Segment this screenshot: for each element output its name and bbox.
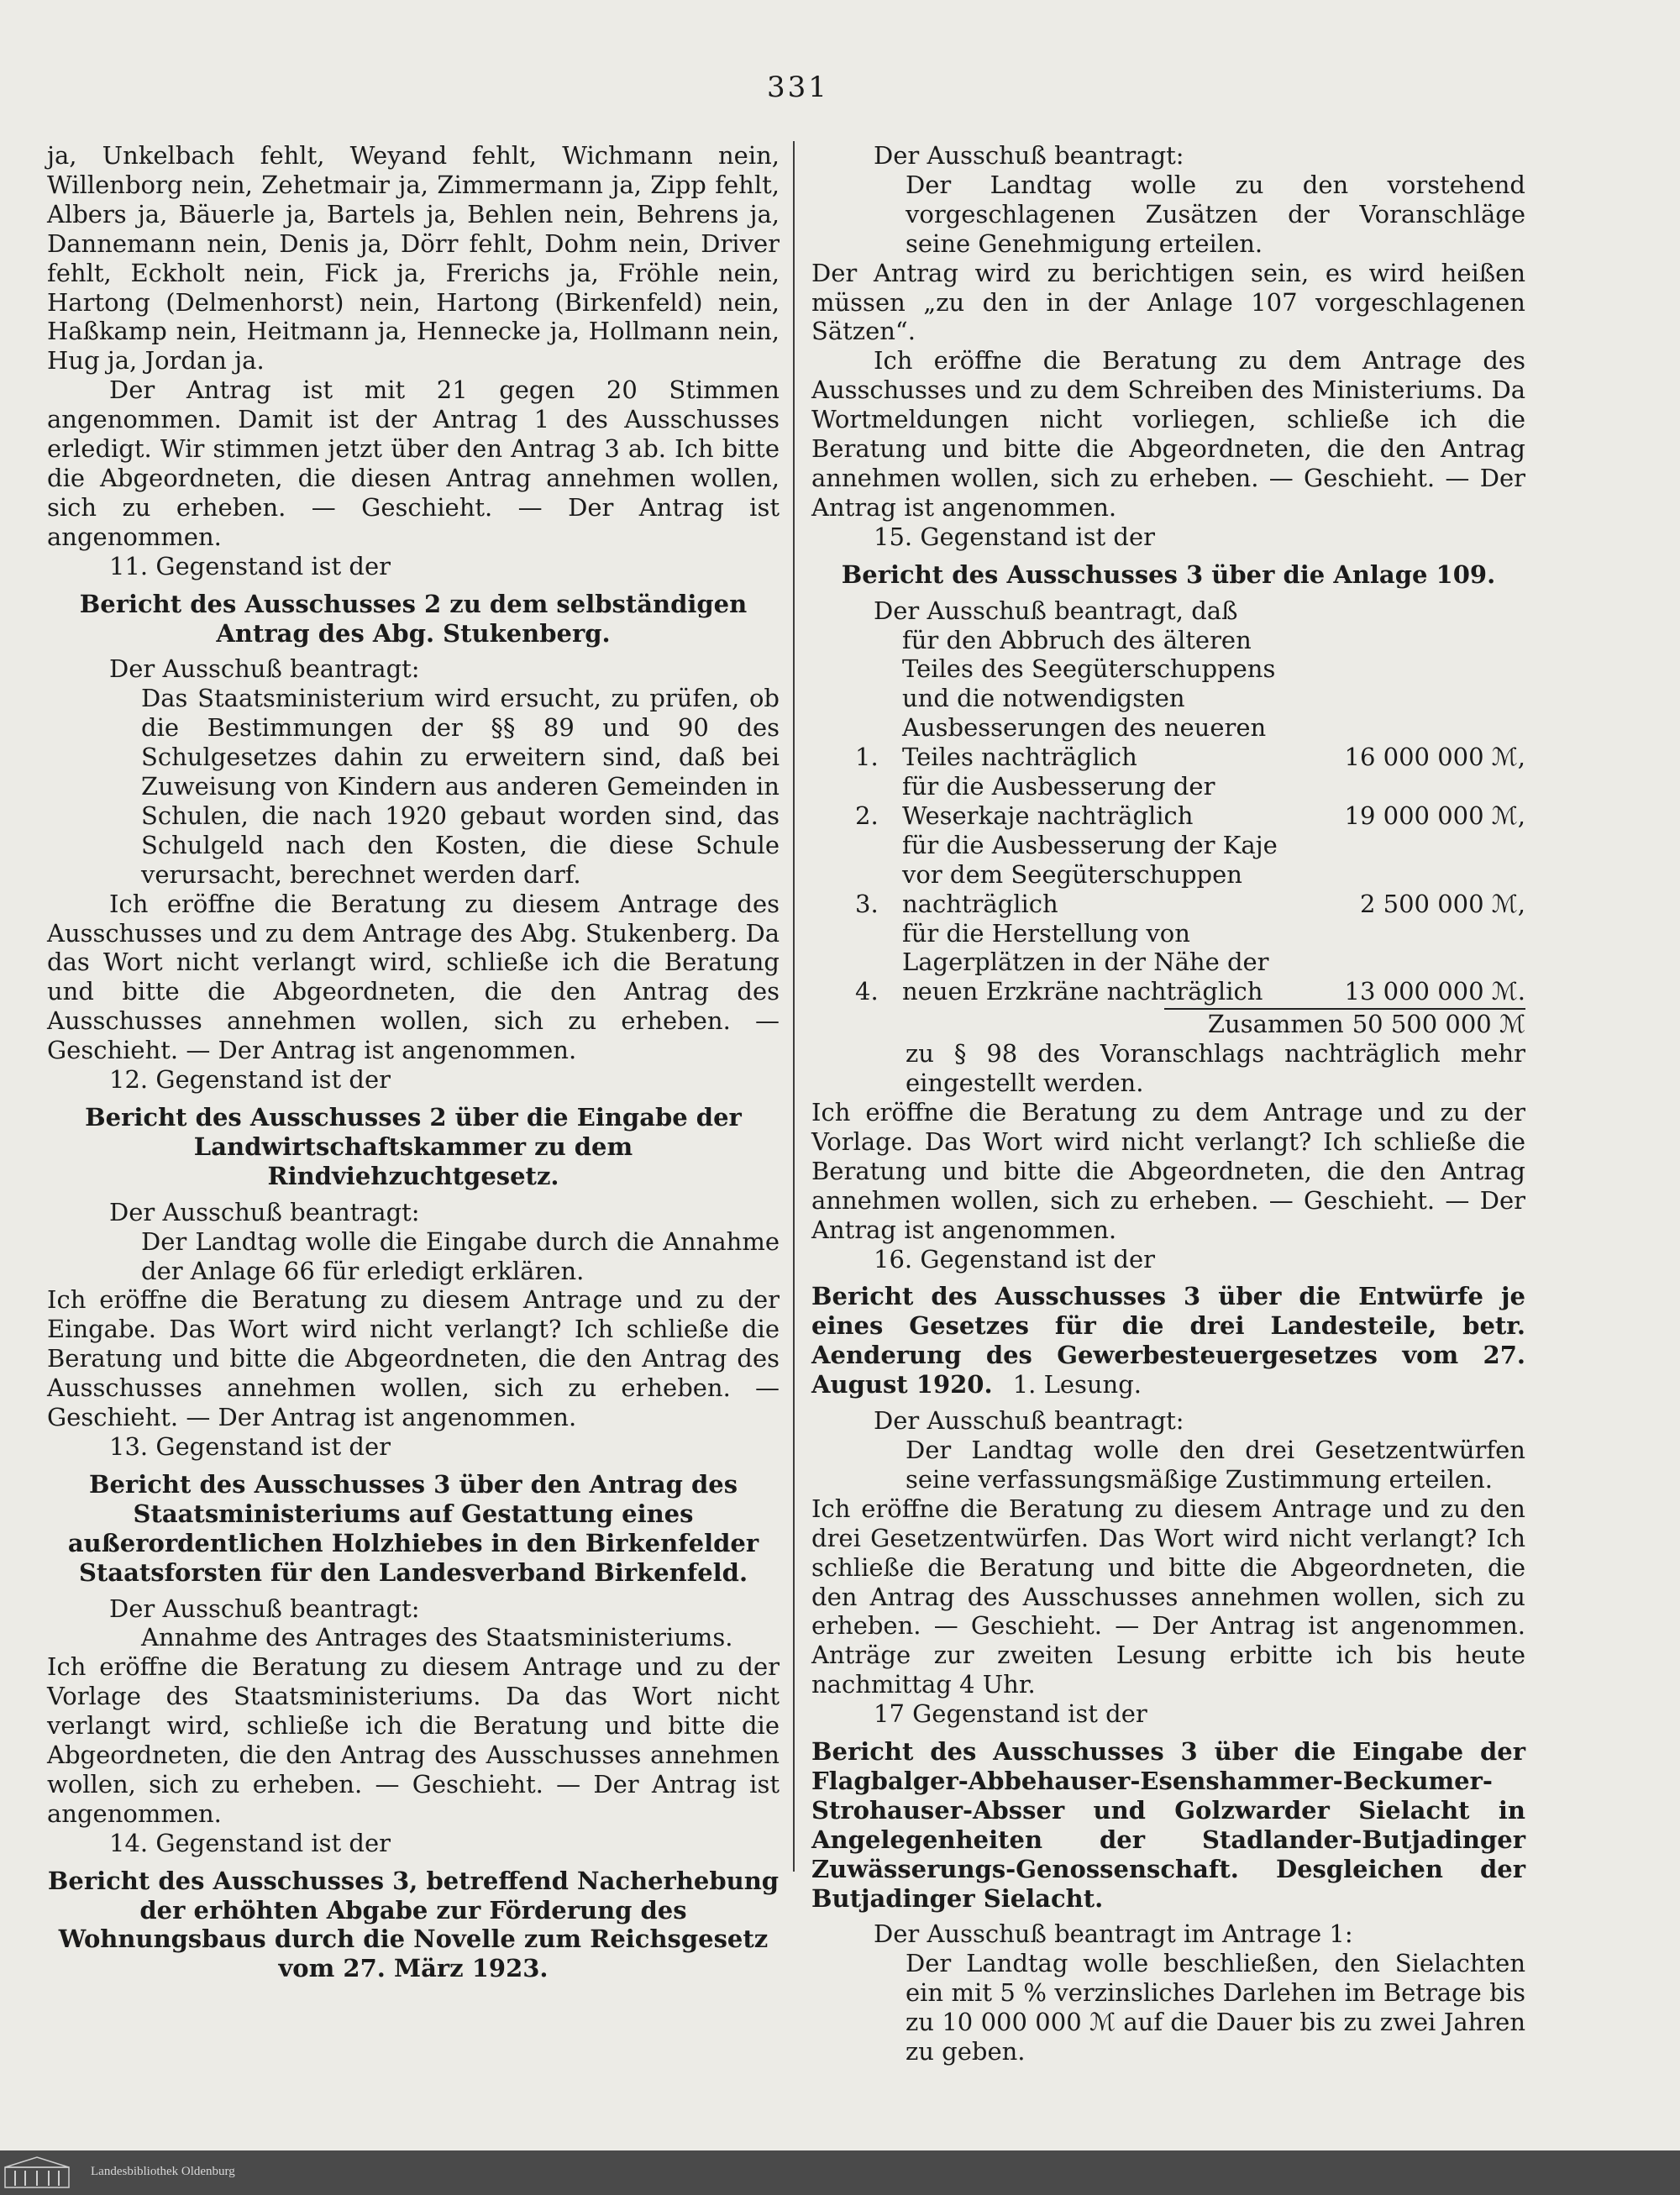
- paragraph: Ich eröffne die Beratung zu dem Antrage und zu der Vorlage. Das Wort wird nicht verlangt? Ich schließe die Beratung und bitte die Abgeordneten, die den Antrag annehmen wollen, sich zu erheben. — Geschieht. — Der Antrag ist angenommen.: [811, 1098, 1525, 1244]
- paragraph: ja, Unkelbach fehlt, Weyand fehlt, Wichmann nein, Willenborg nein, Zehetmair ja, Zimmermann ja, Zipp fehlt, Albers ja, Bäuerle ja, Bartels ja, Behlen nein, Behrens ja, Dannemann nein, Denis ja, Dörr fehlt, Dohm nein, Driver fehlt, Eckholt nein, Fick ja, Frerichs ja, Fröhle nein, Hartong (Delmenhorst) nein, Hartong (Birkenfeld) nein, Haßkamp nein, Heitmann ja, Hennecke ja, Hollmann nein, Hug ja, Jordan ja.: [47, 141, 780, 375]
- item-heading: Bericht des Ausschusses 3 über den Antrag des Staatsministeriums auf Gestattung eines außerordentlichen Holzhiebes in den Birkenfelder Staatsforsten für den Landesverband Birkenfeld.: [67, 1469, 759, 1587]
- proposal-label: Der Ausschuß beantragt:: [109, 654, 420, 684]
- proposal-label: Der Ausschuß beantragt:: [874, 1406, 1184, 1436]
- item-intro: 11. Gegenstand ist der: [109, 551, 391, 580]
- expense-item: [811, 626, 1525, 773]
- motion-text: Der Landtag wolle die Eingabe durch die Annahme der Anlage 66 für erledigt erklären.: [141, 1226, 780, 1285]
- expense-text: für die Herstellung von Lagerplätzen in der Nähe der neuen Erzkräne nachträglich: [902, 918, 1269, 1006]
- item-heading: Bericht des Ausschusses 3 über die Anlage 109.: [841, 559, 1496, 589]
- item-intro: 16. Gegenstand ist der: [874, 1244, 1155, 1273]
- item-intro: 15. Gegenstand ist der: [874, 522, 1155, 551]
- paragraph: Ich eröffne die Beratung zu diesem Antrage und zu den drei Gesetzentwürfen. Das Wort wird nicht verlangt? Ich schließe die Beratung und bitte die Abgeordneten, die den Antrag des Ausschusses annehmen wollen, sich zu erheben. — Geschieht. — Der Antrag ist angenommen. Anträge zur zweiten Lesung erbitte ich bis heute nachmittag 4 Uhr.: [811, 1494, 1525, 1699]
- expense-text: für die Ausbesserung der Weserkaje nachträglich: [902, 772, 1215, 830]
- library-building-icon: [3, 2156, 71, 2189]
- page-number: 331: [767, 71, 829, 104]
- motion-text: Das Staatsministerium wird ersucht, zu prüfen, ob die Bestimmungen der §§ 89 und 90 des Schulgesetzes dahin zu erweitern sind, daß bei Zuweisung von Kindern aus anderen Gemeinden in Schulen, die nach 1920 gebaut worden sind, das Schulgeld nach den Kosten, die diese Schule verursacht, berechnet werden darf.: [141, 684, 780, 889]
- total-amount: 50 500 000 ℳ: [1352, 1010, 1525, 1039]
- expense-number: 2.: [855, 801, 879, 830]
- expense-number: 1.: [855, 743, 879, 772]
- left-column: [47, 141, 780, 1990]
- right-column: [811, 141, 1525, 2066]
- reading-label: 1. Lesung.: [1012, 1370, 1142, 1399]
- motion-text: Der Landtag wolle beschließen, den Sielachten ein mit 5 % verzinsliches Darlehen im Betrage bis zu 10 000 000 ℳ auf die Dauer bis zu zwei Jahren zu geben.: [906, 1949, 1525, 2066]
- item-heading: Bericht des Ausschusses 2 über die Eingabe der Landwirtschaftskammer zu dem Rindviehzuchtgesetz.: [85, 1103, 742, 1190]
- proposal-label: Der Ausschuß beantragt im Antrage 1:: [874, 1919, 1353, 1949]
- expense-amount: 13 000 000 ℳ.: [1344, 977, 1525, 1006]
- expense-item: [811, 772, 1525, 831]
- paragraph: Ich eröffne die Beratung zu dem Antrage des Ausschusses und zu dem Schreiben des Ministeriums. Da Wortmeldungen nicht vorliegen, schließe ich die Beratung und bitte die Abgeordneten, die den Antrag annehmen wollen, sich zu erheben. — Geschieht. — Der Antrag ist angenommen.: [811, 346, 1525, 522]
- footer-bar: [0, 2150, 1680, 2195]
- paragraph: Ich eröffne die Beratung zu diesem Antrage und zu der Vorlage des Staatsministeriums. Da das Wort nicht verlangt wird, schließe ich die Beratung und bitte die Abgeordneten, die den Antrag des Ausschusses annehmen wollen, sich zu erheben. — Geschieht. — Der Antrag ist angenommen.: [47, 1652, 780, 1828]
- proposal-label: Der Ausschuß beantragt:: [874, 141, 1184, 170]
- item-heading-text: Bericht des Ausschusses 3 über die Entwürfe je eines Gesetzes für die drei Landesteile, betr. Aenderung des Gewerbesteuergesetzes vom 27. August 1920.: [811, 1282, 1525, 1399]
- proposal-label: Der Ausschuß beantragt:: [109, 1197, 420, 1226]
- item-intro: 14. Gegenstand ist der: [109, 1828, 391, 1857]
- expense-text: für den Abbruch des älteren Teiles des Seegüterschuppens und die notwendigsten Ausbesserungen des neueren Teiles nachträglich: [902, 625, 1276, 772]
- paragraph: Der Antrag wird zu berichtigen sein, es wird heißen müssen „zu den in der Anlage 107 vorgeschlagenen Sätzen“.: [811, 258, 1525, 346]
- column-divider: [793, 141, 795, 1872]
- item-heading: Bericht des Ausschusses 3, betreffend Nacherhebung der erhöhten Abgabe zur Förderung des Wohnungsbaus durch die Novelle zum Reichsgesetz vom 27. März 1923.: [47, 1866, 780, 1983]
- paragraph: Ich eröffne die Beratung zu diesem Antrage und zu der Eingabe. Das Wort wird nicht verlangt? Ich schließe die Beratung und bitte die Abgeordneten, die den Antrag des Ausschusses annehmen wollen, sich zu erheben. — Geschieht. — Der Antrag ist angenommen.: [47, 1285, 780, 1432]
- expense-number: 4.: [855, 977, 879, 1006]
- item-heading: Bericht des Ausschusses 2 zu dem selbständigen Antrag des Abg. Stukenberg.: [79, 589, 748, 648]
- expense-total: [1164, 1008, 1525, 1039]
- paragraph: zu § 98 des Voranschlags nachträglich mehr eingestellt werden.: [906, 1039, 1525, 1098]
- expense-amount: 2 500 000 ℳ,: [1359, 889, 1525, 918]
- expense-text: für die Ausbesserung der Kaje vor dem Seegüterschuppen nachträglich: [902, 830, 1278, 918]
- item-heading: Bericht des Ausschusses 3 über die Eingabe der Flagbalger-Abbehauser-Esenshammer-Beckumer-Strohauser-Absser und Golzwarder Sielacht in Angelegenheiten der Stadlander-Butjadinger Zuwässerungs-Genossenschaft. Desgleichen der Butjadinger Sielacht.: [811, 1737, 1525, 1913]
- expense-number: 3.: [855, 889, 879, 918]
- item-intro: 17 Gegenstand ist der: [874, 1699, 1147, 1729]
- paragraph: Ich eröffne die Beratung zu diesem Antrage des Ausschusses und zu dem Antrage des Abg. Stukenberg. Da das Wort nicht verlangt wird, schließe ich die Beratung und bitte die Abgeordneten, die den Antrag des Ausschusses annehmen wollen, sich zu erheben. — Geschieht. — Der Antrag ist angenommen.: [47, 889, 780, 1065]
- expense-amount: 19 000 000 ℳ,: [1344, 801, 1525, 830]
- motion-text: Der Landtag wolle den drei Gesetzentwürfen seine verfassungsmäßige Zustimmung erteilen.: [906, 1435, 1525, 1494]
- item-intro: 12. Gegenstand ist der: [109, 1065, 391, 1095]
- item-heading: [811, 1282, 1525, 1399]
- expense-item: [811, 831, 1525, 919]
- expense-item: [811, 919, 1525, 1007]
- expense-list: [811, 626, 1525, 1007]
- proposal-label: Der Ausschuß beantragt, daß: [874, 596, 1238, 625]
- item-intro: 13. Gegenstand ist der: [109, 1431, 391, 1461]
- motion-text: Der Landtag wolle zu den vorstehend vorgeschlagenen Zusätzen der Voranschläge seine Genehmigung erteilen.: [906, 170, 1525, 258]
- paragraph: Der Antrag ist mit 21 gegen 20 Stimmen angenommen. Damit ist der Antrag 1 des Ausschusses erledigt. Wir stimmen jetzt über den Antrag 3 ab. Ich bitte die Abgeordneten, die diesen Antrag annehmen wollen, sich zu erheben. — Geschieht. — Der Antrag ist angenommen.: [47, 375, 780, 551]
- motion-text: Annahme des Antrages des Staatsministeriums.: [141, 1623, 733, 1652]
- expense-amount: 16 000 000 ℳ,: [1344, 743, 1525, 772]
- library-name: Landesbibliothek Oldenburg: [91, 2165, 235, 2178]
- proposal-label: Der Ausschuß beantragt:: [109, 1594, 420, 1623]
- total-label: Zusammen: [1207, 1010, 1344, 1039]
